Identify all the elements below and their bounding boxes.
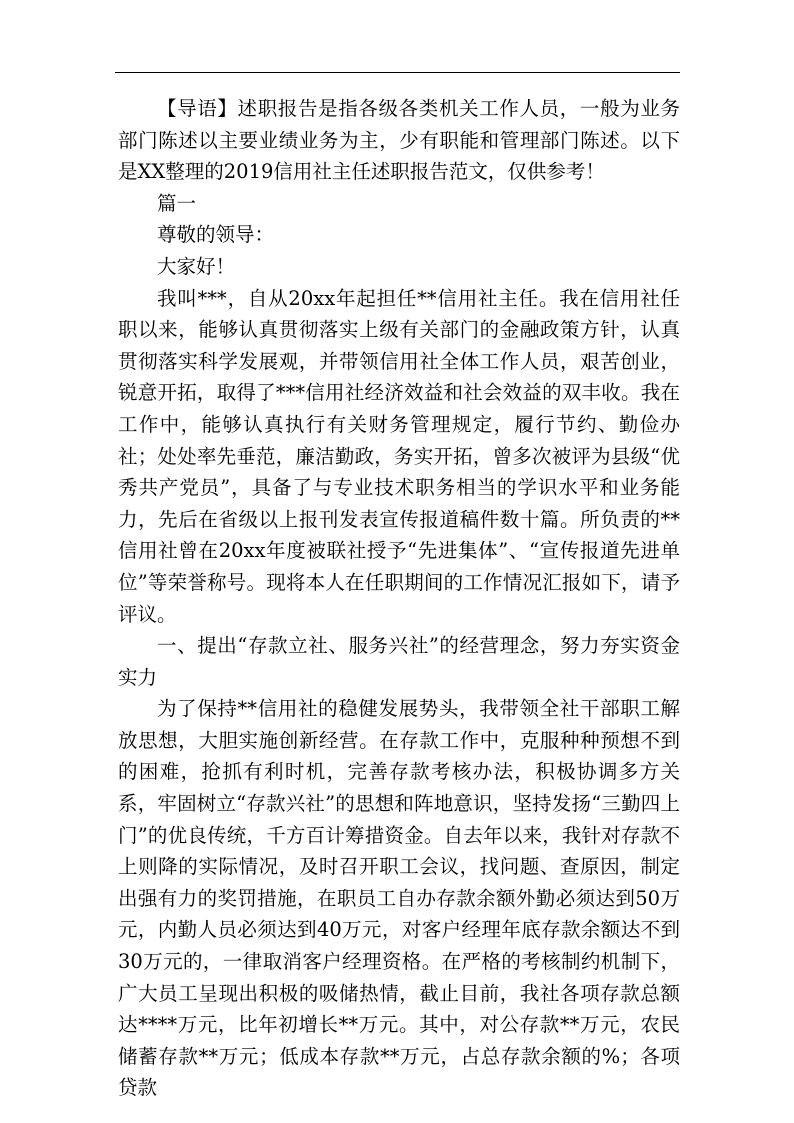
greeting: 大家好！ (157, 254, 236, 278)
header-rule (115, 72, 680, 73)
body-paragraph: 为了保持**信用社的稳健发展势头，我带领全社干部职工解放思想，大胆实施创新经营。在存款工作中，克服种种预想不到的困难，抢抓有利时机，完善存款考核办法，积极协调多方关系，牢固树立“存款兴社”的思想和阵地意识，坚持发扬“三勤四上门”的优良传统，千方百计筹措资金。自去年以来，我针对存款不上则降的实际情况，及时召开职工会议，找问题、查原因，制定出强有力的奖罚措施，在职员工自办存款余额外勤必须达到50万元，内勤人员必须达到40万元，对客户经理年底存款余额达不到30万元的，一律取消客户经理资格。在严格的考核制约机制下，广大员工呈现出积极的吸储热情，截止目前，我社各项存款总额达****万元，比年初增长**万元。其中，对公存款**万元，农民储蓄存款**万元；低成本存款**万元，占总存款余额的%；各项贷款 (118, 697, 680, 1100)
section-heading: 一、提出“存款立社、服务兴社”的经营理念，努力夯实资金实力 (118, 634, 680, 689)
intro-paragraph: 【导语】述职报告是指各级各类机关工作人员，一般为业务部门陈述以主要业绩业务为主，少有职能和管理部门陈述。以下是XX整理的2019信用社主任述职报告范文，仅供参考！ (118, 97, 680, 184)
salutation: 尊敬的领导： (157, 223, 275, 247)
document-body (118, 93, 680, 1104)
section-label: 篇一 (157, 191, 197, 215)
body-paragraph: 我叫***，自从20xx年起担任**信用社主任。我在信用社任职以来，能够认真贯彻落实上级有关部门的金融政策方针，认真贯彻落实科学发展观，并带领信用社全体工作人员，艰苦创业，锐意开拓，取得了***信用社经济效益和社会效益的双丰收。我在工作中，能够认真执行有关财务管理规定，履行节约、勤俭办社；处处率先垂范，廉洁勤政，务实开拓，曾多次被评为县级“优秀共产党员”，具备了与专业技术职务相当的学识水平和业务能力，先后在省级以上报刊发表宣传报道稿件数十篇。所负责的**信用社曾在20xx年度被联社授予“先进集体”、“宣传报道先进单位”等荣誉称号。现将本人在任职期间的工作情况汇报如下，请予评议。 (118, 286, 680, 626)
